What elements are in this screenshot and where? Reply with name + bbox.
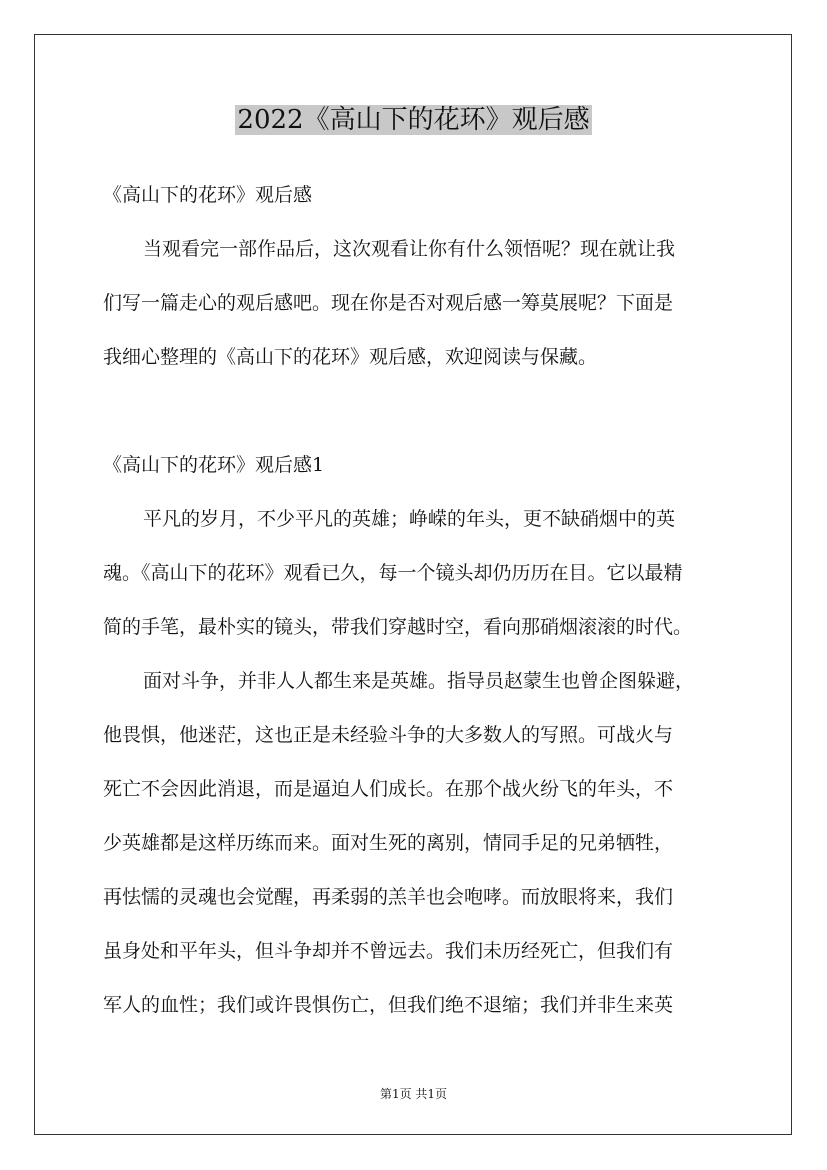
section-heading: 《高山下的花环》观后感1	[103, 454, 325, 476]
paragraph-line: 们写一篇走心的观后感吧。现在你是否对观后感一筹莫展呢？下面是	[103, 292, 674, 314]
paragraph-line: 再怯懦的灵魂也会觉醒，再柔弱的羔羊也会咆哮。而放眼将来，我们	[103, 886, 674, 908]
paragraph-line: 魂。《高山下的花环》观看已久，每一个镜头却仍历历在目。它以最精	[103, 562, 683, 584]
paragraph-line: 平凡的岁月，不少平凡的英雄；峥嵘的年头，更不缺硝烟中的英	[143, 508, 676, 530]
paragraph-line: 少英雄都是这样历练而来。面对生死的离别，情同手足的兄弟牺牲，	[103, 832, 674, 854]
paragraph-line: 他畏惧，他迷茫，这也正是未经验斗争的大多数人的写照。可战火与	[103, 724, 674, 746]
document-title: 2022《高山下的花环》观后感	[237, 105, 590, 135]
document-title-container	[0, 101, 827, 139]
paragraph-line: 死亡不会因此消退，而是逼迫人们成长。在那个战火纷飞的年头，不	[103, 778, 674, 800]
subtitle-line: 《高山下的花环》观后感	[103, 184, 313, 206]
page-footer: 第1页 共1页	[379, 1087, 448, 1101]
paragraph-line: 虽身处和平年头，但斗争却并不曾远去。我们未历经死亡，但我们有	[103, 940, 674, 962]
paragraph-line: 简的手笔，最朴实的镜头，带我们穿越时空，看向那硝烟滚滚的时代。	[103, 616, 693, 638]
paragraph-line: 军人的血性；我们或许畏惧伤亡，但我们绝不退缩；我们并非生来英	[103, 994, 674, 1016]
paragraph-line: 我细心整理的《高山下的花环》观后感，欢迎阅读与保藏。	[103, 346, 598, 368]
paragraph-line: 当观看完一部作品后，这次观看让你有什么领悟呢？现在就让我	[143, 238, 676, 260]
paragraph-line: 面对斗争，并非人人都生来是英雄。指导员赵蒙生也曾企图躲避，	[143, 670, 695, 692]
